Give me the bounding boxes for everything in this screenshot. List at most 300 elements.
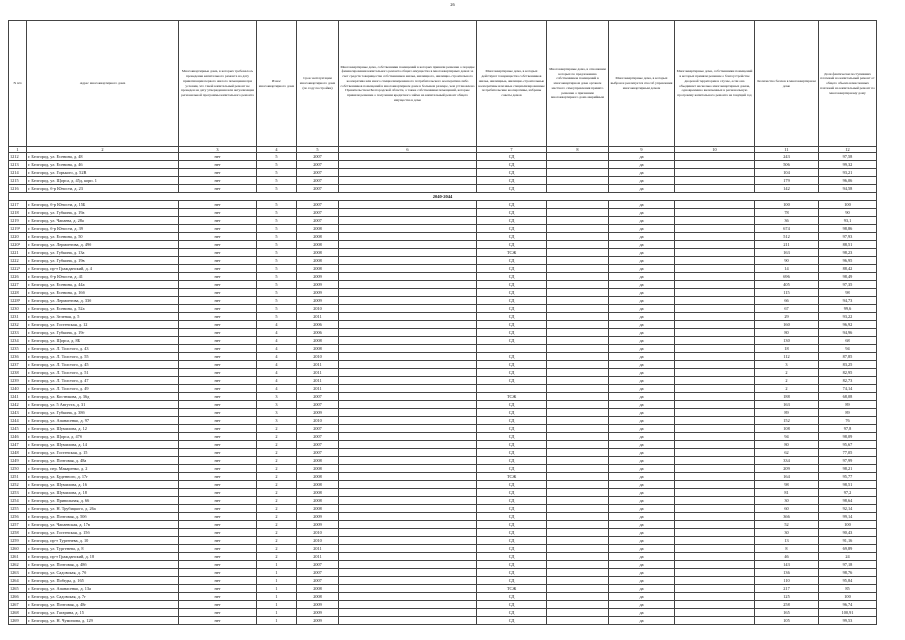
capital-repair-needed-cell: нет bbox=[179, 225, 257, 233]
address-cell: г. Белгород, ул. Садовская, д. 7б bbox=[27, 569, 179, 577]
management-chosen-cell: да bbox=[609, 313, 675, 321]
management-chosen-cell: да bbox=[609, 217, 675, 225]
wear-cell: 2 bbox=[257, 441, 297, 449]
wear-cell: 2 bbox=[257, 489, 297, 497]
construction-year-cell: 2010 bbox=[297, 417, 339, 425]
yard-improvement-cell bbox=[675, 409, 755, 417]
table-row bbox=[9, 505, 877, 513]
table-row bbox=[9, 617, 877, 625]
payment-share-cell: 68 bbox=[819, 337, 877, 345]
wear-cell: 5 bbox=[257, 177, 297, 185]
capital-repair-needed-cell: нет bbox=[179, 241, 257, 249]
payment-share-cell: 83,25 bbox=[819, 361, 877, 369]
financing-decision-cell bbox=[339, 593, 477, 601]
financing-decision-cell bbox=[339, 297, 477, 305]
payment-share-cell: 97,58 bbox=[819, 153, 877, 161]
header-cell: Многоквартирные дома, в которых выбран и реализуется способ управления многоквартирным домом bbox=[609, 21, 675, 147]
financing-decision-cell bbox=[339, 481, 477, 489]
yard-improvement-cell bbox=[675, 473, 755, 481]
capital-repair-needed-cell: нет bbox=[179, 257, 257, 265]
yard-improvement-cell bbox=[675, 153, 755, 161]
header-cell: Многоквартирные дома, в которых требовалось проведение капитального ремонта на дату приватизации первого жилого помещения при условии, что такой капитальный ремонт не проведен на дату утверждения или актуализации региональной программы капитального ремонта bbox=[179, 21, 257, 147]
construction-year-cell: 2009 bbox=[297, 617, 339, 625]
table-row bbox=[9, 409, 877, 417]
table-row bbox=[9, 185, 877, 193]
management-form-cell: СД bbox=[477, 257, 547, 265]
capital-repair-needed-cell: нет bbox=[179, 537, 257, 545]
payment-share-cell: 98 bbox=[819, 289, 877, 297]
construction-year-cell: 2011 bbox=[297, 553, 339, 561]
management-chosen-cell: да bbox=[609, 553, 675, 561]
header-cell: Многоквартирные дома, в отношении которых по предложению собственников помещений в многоквартирном доме органом местного самоуправления принято решение о признании многоквартирного дома аварийным bbox=[547, 21, 609, 147]
payment-share-cell: 100 bbox=[819, 521, 877, 529]
capital-repair-needed-cell: нет bbox=[179, 569, 257, 577]
yard-improvement-cell bbox=[675, 441, 755, 449]
management-form-cell: СД bbox=[477, 377, 547, 385]
header-row bbox=[9, 21, 877, 147]
emergency-status-cell bbox=[547, 305, 609, 313]
address-cell: г. Белгород, ул. Есенина, д. 48 bbox=[27, 153, 179, 161]
financing-decision-cell bbox=[339, 609, 477, 617]
row-number: 1248 bbox=[9, 449, 27, 457]
construction-year-cell: 2006 bbox=[297, 321, 339, 329]
financing-decision-cell bbox=[339, 241, 477, 249]
management-chosen-cell: да bbox=[609, 513, 675, 521]
points-cell: 165 bbox=[755, 609, 819, 617]
table-row bbox=[9, 209, 877, 217]
header-cell: Многоквартирные дома, собственники помещений в которых приняли решение о благоустройстве дворовой территории в случае, если она объединяет несколько многоквартирных домов, одновременно включенных в региональную программу капитального ремонта на текущий год bbox=[675, 21, 755, 147]
yard-improvement-cell bbox=[675, 185, 755, 193]
column-number: 9 bbox=[609, 147, 675, 153]
construction-year-cell: 2011 bbox=[297, 377, 339, 385]
yard-improvement-cell bbox=[675, 273, 755, 281]
wear-cell: 2 bbox=[257, 433, 297, 441]
emergency-status-cell bbox=[547, 593, 609, 601]
construction-year-cell: 2011 bbox=[297, 313, 339, 321]
address-cell: г. Белгород, б-р Юности, д. 15Б bbox=[27, 201, 179, 209]
financing-decision-cell bbox=[339, 585, 477, 593]
yard-improvement-cell bbox=[675, 401, 755, 409]
capital-repair-needed-cell: нет bbox=[179, 321, 257, 329]
row-number: 1213 bbox=[9, 161, 27, 169]
row-number: 1264 bbox=[9, 577, 27, 585]
row-number: 1240 bbox=[9, 385, 27, 393]
payment-share-cell: 96,92 bbox=[819, 321, 877, 329]
emergency-status-cell bbox=[547, 601, 609, 609]
yard-improvement-cell bbox=[675, 433, 755, 441]
construction-year-cell: 2009 bbox=[297, 289, 339, 297]
management-chosen-cell: да bbox=[609, 329, 675, 337]
capital-repair-needed-cell: нет bbox=[179, 505, 257, 513]
construction-year-cell: 2007 bbox=[297, 393, 339, 401]
management-chosen-cell: да bbox=[609, 209, 675, 217]
row-number: 1254 bbox=[9, 497, 27, 505]
payment-share-cell: 98,23 bbox=[819, 249, 877, 257]
address-cell: г. Белгород, ул. Почтовая, д. 48г bbox=[27, 601, 179, 609]
yard-improvement-cell bbox=[675, 353, 755, 361]
table-row bbox=[9, 417, 877, 425]
table-row bbox=[9, 609, 877, 617]
payment-share-cell: 88,51 bbox=[819, 241, 877, 249]
wear-cell: 2 bbox=[257, 465, 297, 473]
capital-repair-needed-cell: нет bbox=[179, 305, 257, 313]
management-chosen-cell: да bbox=[609, 273, 675, 281]
points-cell: 160 bbox=[755, 321, 819, 329]
points-cell: 163 bbox=[755, 249, 819, 257]
address-cell: г. Белгород, ул. Губкина, д. 38б bbox=[27, 409, 179, 417]
points-cell: 506 bbox=[755, 161, 819, 169]
payment-share-cell: 94,58 bbox=[819, 185, 877, 193]
wear-cell: 3 bbox=[257, 393, 297, 401]
capital-repair-needed-cell: нет bbox=[179, 513, 257, 521]
row-number: 1231 bbox=[9, 313, 27, 321]
management-chosen-cell: да bbox=[609, 537, 675, 545]
management-form-cell: СД bbox=[477, 593, 547, 601]
yard-improvement-cell bbox=[675, 577, 755, 585]
table-row bbox=[9, 153, 877, 161]
emergency-status-cell bbox=[547, 441, 609, 449]
table-row bbox=[9, 353, 877, 361]
points-cell: 30 bbox=[755, 497, 819, 505]
financing-decision-cell bbox=[339, 369, 477, 377]
management-form-cell: СД bbox=[477, 481, 547, 489]
capital-repair-needed-cell: нет bbox=[179, 553, 257, 561]
yard-improvement-cell bbox=[675, 553, 755, 561]
yard-improvement-cell bbox=[675, 321, 755, 329]
table-row bbox=[9, 545, 877, 553]
construction-year-cell: 2008 bbox=[297, 585, 339, 593]
row-number: 1227 bbox=[9, 281, 27, 289]
construction-year-cell: 2011 bbox=[297, 385, 339, 393]
yard-improvement-cell bbox=[675, 209, 755, 217]
row-number: 1235 bbox=[9, 345, 27, 353]
address-cell: г. Белгород, ул. Тургенева, д. 8 bbox=[27, 545, 179, 553]
row-number: 1243 bbox=[9, 409, 27, 417]
financing-decision-cell bbox=[339, 425, 477, 433]
table-row bbox=[9, 433, 877, 441]
wear-cell: 1 bbox=[257, 561, 297, 569]
points-cell: 3 bbox=[755, 361, 819, 369]
capital-repair-needed-cell: нет bbox=[179, 289, 257, 297]
address-cell: г. Белгород, ул. Буденного, д. 17г bbox=[27, 473, 179, 481]
address-cell: г. Белгород, ул. 5 Августа, д. 31 bbox=[27, 401, 179, 409]
wear-cell: 5 bbox=[257, 209, 297, 217]
construction-year-cell: 2007 bbox=[297, 169, 339, 177]
payment-share-cell: 89 bbox=[819, 401, 877, 409]
yard-improvement-cell bbox=[675, 313, 755, 321]
yard-improvement-cell bbox=[675, 305, 755, 313]
emergency-status-cell bbox=[547, 425, 609, 433]
wear-cell: 2 bbox=[257, 529, 297, 537]
points-cell: 142 bbox=[755, 185, 819, 193]
payment-share-cell: 97,99 bbox=[819, 457, 877, 465]
table-row bbox=[9, 465, 877, 473]
table-row bbox=[9, 513, 877, 521]
management-form-cell: СД bbox=[477, 321, 547, 329]
emergency-status-cell bbox=[547, 513, 609, 521]
yard-improvement-cell bbox=[675, 369, 755, 377]
management-form-cell: ТСЖ bbox=[477, 393, 547, 401]
table-row bbox=[9, 401, 877, 409]
address-cell: г. Белгород, ул. Есенина, д. 50 bbox=[27, 233, 179, 241]
management-form-cell: СД bbox=[477, 217, 547, 225]
financing-decision-cell bbox=[339, 529, 477, 537]
capital-repair-needed-cell: нет bbox=[179, 265, 257, 273]
capital-repair-needed-cell: нет bbox=[179, 545, 257, 553]
address-cell: г. Белгород, ул. Щорса, д. 8Б bbox=[27, 337, 179, 345]
table-row bbox=[9, 569, 877, 577]
header-cell: Износ многоквартирного дома bbox=[257, 21, 297, 147]
construction-year-cell: 2009 bbox=[297, 281, 339, 289]
emergency-status-cell bbox=[547, 217, 609, 225]
management-chosen-cell: да bbox=[609, 457, 675, 465]
construction-year-cell: 2008 bbox=[297, 473, 339, 481]
financing-decision-cell bbox=[339, 321, 477, 329]
capital-repair-needed-cell: нет bbox=[179, 233, 257, 241]
payment-share-cell: 100 bbox=[819, 201, 877, 209]
capital-repair-needed-cell: нет bbox=[179, 577, 257, 585]
table-row bbox=[9, 561, 877, 569]
column-number: 8 bbox=[547, 147, 609, 153]
emergency-status-cell bbox=[547, 161, 609, 169]
wear-cell: 1 bbox=[257, 569, 297, 577]
address-cell: г. Белгород, ул. Гагарина, д. 15 bbox=[27, 609, 179, 617]
column-number: 7 bbox=[477, 147, 547, 153]
row-number: 1253 bbox=[9, 489, 27, 497]
emergency-status-cell bbox=[547, 273, 609, 281]
management-chosen-cell: да bbox=[609, 433, 675, 441]
financing-decision-cell bbox=[339, 513, 477, 521]
row-number: 1237 bbox=[9, 361, 27, 369]
management-form-cell: СД bbox=[477, 553, 547, 561]
payment-share-cell: 99,6 bbox=[819, 305, 877, 313]
yard-improvement-cell bbox=[675, 393, 755, 401]
management-form-cell: ТСЖ bbox=[477, 585, 547, 593]
financing-decision-cell bbox=[339, 601, 477, 609]
yard-improvement-cell bbox=[675, 281, 755, 289]
address-cell: г. Белгород, ул. Победы, д. 165 bbox=[27, 577, 179, 585]
financing-decision-cell bbox=[339, 313, 477, 321]
points-cell: 136 bbox=[755, 569, 819, 577]
management-chosen-cell: да bbox=[609, 617, 675, 625]
wear-cell: 4 bbox=[257, 385, 297, 393]
management-chosen-cell: да bbox=[609, 545, 675, 553]
management-form-cell: СД bbox=[477, 425, 547, 433]
emergency-status-cell bbox=[547, 289, 609, 297]
table-row bbox=[9, 257, 877, 265]
management-form-cell: СД bbox=[477, 601, 547, 609]
address-cell: г. Белгород, ул. Шумилова, д. 12 bbox=[27, 425, 179, 433]
header-cell: Доля фактически поступивших платежей на капитальный ремонт от общего объема начисленных платежей на капитальный ремонт по многоквартирному дому bbox=[819, 21, 877, 147]
construction-year-cell: 2010 bbox=[297, 305, 339, 313]
capital-repair-needed-cell: нет bbox=[179, 153, 257, 161]
management-chosen-cell: да bbox=[609, 297, 675, 305]
address-cell: г. Белгород, ул. Почтовая, д. 50б bbox=[27, 513, 179, 521]
table-row bbox=[9, 161, 877, 169]
table-row bbox=[9, 385, 877, 393]
row-number: 1239 bbox=[9, 377, 27, 385]
financing-decision-cell bbox=[339, 561, 477, 569]
points-cell: 18 bbox=[755, 345, 819, 353]
management-form-cell: ТСЖ bbox=[477, 249, 547, 257]
points-cell: 366 bbox=[755, 513, 819, 521]
financing-decision-cell bbox=[339, 353, 477, 361]
capital-repair-needed-cell: нет bbox=[179, 329, 257, 337]
management-form-cell: СД bbox=[477, 185, 547, 193]
financing-decision-cell bbox=[339, 361, 477, 369]
payment-share-cell: 91,16 bbox=[819, 537, 877, 545]
financing-decision-cell bbox=[339, 441, 477, 449]
wear-cell: 5 bbox=[257, 297, 297, 305]
management-form-cell: СД bbox=[477, 537, 547, 545]
yard-improvement-cell bbox=[675, 233, 755, 241]
payment-share-cell: 98,51 bbox=[819, 481, 877, 489]
row-number: 1269 bbox=[9, 617, 27, 625]
address-cell: г. Белгород, ул. Гостенская, д. 15б bbox=[27, 529, 179, 537]
construction-year-cell: 2007 bbox=[297, 161, 339, 169]
yard-improvement-cell bbox=[675, 617, 755, 625]
header-cell: Многоквартирные дома, в которых действуют товарищества собственников жилья, жилищные, жилищно-строительные кооперативы или иные специализированные потребительские кооперативы, избраны советы домов bbox=[477, 21, 547, 147]
wear-cell: 2 bbox=[257, 497, 297, 505]
management-form-cell: СД bbox=[477, 305, 547, 313]
address-cell: г. Белгород, ул. Апанасенко, д. 97 bbox=[27, 417, 179, 425]
financing-decision-cell bbox=[339, 433, 477, 441]
construction-year-cell: 2007 bbox=[297, 425, 339, 433]
table-row bbox=[9, 481, 877, 489]
row-number: 1265 bbox=[9, 585, 27, 593]
points-cell: 258 bbox=[755, 601, 819, 609]
yard-improvement-cell bbox=[675, 201, 755, 209]
payment-share-cell: 82,95 bbox=[819, 369, 877, 377]
management-form-cell: СД bbox=[477, 561, 547, 569]
table-row bbox=[9, 265, 877, 273]
payment-share-cell: 95,67 bbox=[819, 441, 877, 449]
emergency-status-cell bbox=[547, 385, 609, 393]
capital-repair-needed-cell: нет bbox=[179, 217, 257, 225]
financing-decision-cell bbox=[339, 185, 477, 193]
wear-cell: 4 bbox=[257, 337, 297, 345]
emergency-status-cell bbox=[547, 257, 609, 265]
management-chosen-cell: да bbox=[609, 289, 675, 297]
row-number: 1220¹ bbox=[9, 241, 27, 249]
wear-cell: 5 bbox=[257, 153, 297, 161]
yard-improvement-cell bbox=[675, 537, 755, 545]
construction-year-cell: 2008 bbox=[297, 593, 339, 601]
wear-cell: 2 bbox=[257, 473, 297, 481]
yard-improvement-cell bbox=[675, 257, 755, 265]
yard-improvement-cell bbox=[675, 297, 755, 305]
management-form-cell: СД bbox=[477, 281, 547, 289]
management-chosen-cell: да bbox=[609, 441, 675, 449]
payment-share-cell: 100 bbox=[819, 593, 877, 601]
financing-decision-cell bbox=[339, 273, 477, 281]
construction-year-cell: 2008 bbox=[297, 337, 339, 345]
payment-share-cell: 97,2 bbox=[819, 489, 877, 497]
payment-share-cell: 89 bbox=[819, 409, 877, 417]
yard-improvement-cell bbox=[675, 177, 755, 185]
management-form-cell: СД bbox=[477, 513, 547, 521]
points-cell: 108 bbox=[755, 425, 819, 433]
emergency-status-cell bbox=[547, 449, 609, 457]
points-cell: 8 bbox=[755, 545, 819, 553]
emergency-status-cell bbox=[547, 233, 609, 241]
financing-decision-cell bbox=[339, 457, 477, 465]
address-cell: г. Белгород, ул. Чапаева, д. 28а bbox=[27, 217, 179, 225]
points-cell: 2 bbox=[755, 377, 819, 385]
management-form-cell: СД bbox=[477, 505, 547, 513]
points-cell: 89 bbox=[755, 409, 819, 417]
row-number: 1219¹ bbox=[9, 225, 27, 233]
capital-repair-needed-cell: нет bbox=[179, 585, 257, 593]
yard-improvement-cell bbox=[675, 329, 755, 337]
table-row bbox=[9, 169, 877, 177]
emergency-status-cell bbox=[547, 329, 609, 337]
management-form-cell: СД bbox=[477, 449, 547, 457]
yard-improvement-cell bbox=[675, 425, 755, 433]
payment-share-cell: 95,84 bbox=[819, 577, 877, 585]
construction-year-cell: 2010 bbox=[297, 537, 339, 545]
column-number: 6 bbox=[339, 147, 477, 153]
yard-improvement-cell bbox=[675, 529, 755, 537]
management-chosen-cell: да bbox=[609, 409, 675, 417]
points-cell: 80 bbox=[755, 441, 819, 449]
payment-share-cell: 97,8 bbox=[819, 425, 877, 433]
row-number: 1244 bbox=[9, 417, 27, 425]
construction-year-cell: 2007 bbox=[297, 217, 339, 225]
row-number: 1266 bbox=[9, 593, 27, 601]
row-number: 1246 bbox=[9, 433, 27, 441]
construction-year-cell: 2009 bbox=[297, 521, 339, 529]
row-number: 1230 bbox=[9, 305, 27, 313]
management-form-cell: СД bbox=[477, 361, 547, 369]
emergency-status-cell bbox=[547, 353, 609, 361]
emergency-status-cell bbox=[547, 369, 609, 377]
management-form-cell: СД bbox=[477, 353, 547, 361]
emergency-status-cell bbox=[547, 409, 609, 417]
financing-decision-cell bbox=[339, 569, 477, 577]
address-cell: г. Белгород, ул. Апанасенко, д. 13а bbox=[27, 585, 179, 593]
financing-decision-cell bbox=[339, 505, 477, 513]
management-chosen-cell: да bbox=[609, 449, 675, 457]
address-cell: г. Белгород, ул. Есенина, д. 44а bbox=[27, 281, 179, 289]
wear-cell: 3 bbox=[257, 409, 297, 417]
financing-decision-cell bbox=[339, 169, 477, 177]
row-number: 1258 bbox=[9, 529, 27, 537]
emergency-status-cell bbox=[547, 337, 609, 345]
address-cell: г. Белгород, б-р Юности, д. 41 bbox=[27, 273, 179, 281]
financing-decision-cell bbox=[339, 225, 477, 233]
points-cell: 67 bbox=[755, 305, 819, 313]
emergency-status-cell bbox=[547, 185, 609, 193]
address-cell: г. Белгород, ул. Гостенская, д. 15 bbox=[27, 449, 179, 457]
management-form-cell: СД bbox=[477, 297, 547, 305]
wear-cell: 1 bbox=[257, 593, 297, 601]
capital-repair-needed-cell: нет bbox=[179, 337, 257, 345]
emergency-status-cell bbox=[547, 489, 609, 497]
capital-repair-needed-cell: нет bbox=[179, 409, 257, 417]
financing-decision-cell bbox=[339, 201, 477, 209]
points-cell: 112 bbox=[755, 353, 819, 361]
wear-cell: 2 bbox=[257, 537, 297, 545]
table-row bbox=[9, 457, 877, 465]
wear-cell: 4 bbox=[257, 321, 297, 329]
management-form-cell: СД bbox=[477, 409, 547, 417]
payment-share-cell: 69,89 bbox=[819, 545, 877, 553]
wear-cell: 5 bbox=[257, 201, 297, 209]
emergency-status-cell bbox=[547, 377, 609, 385]
table-row bbox=[9, 577, 877, 585]
table-row bbox=[9, 529, 877, 537]
